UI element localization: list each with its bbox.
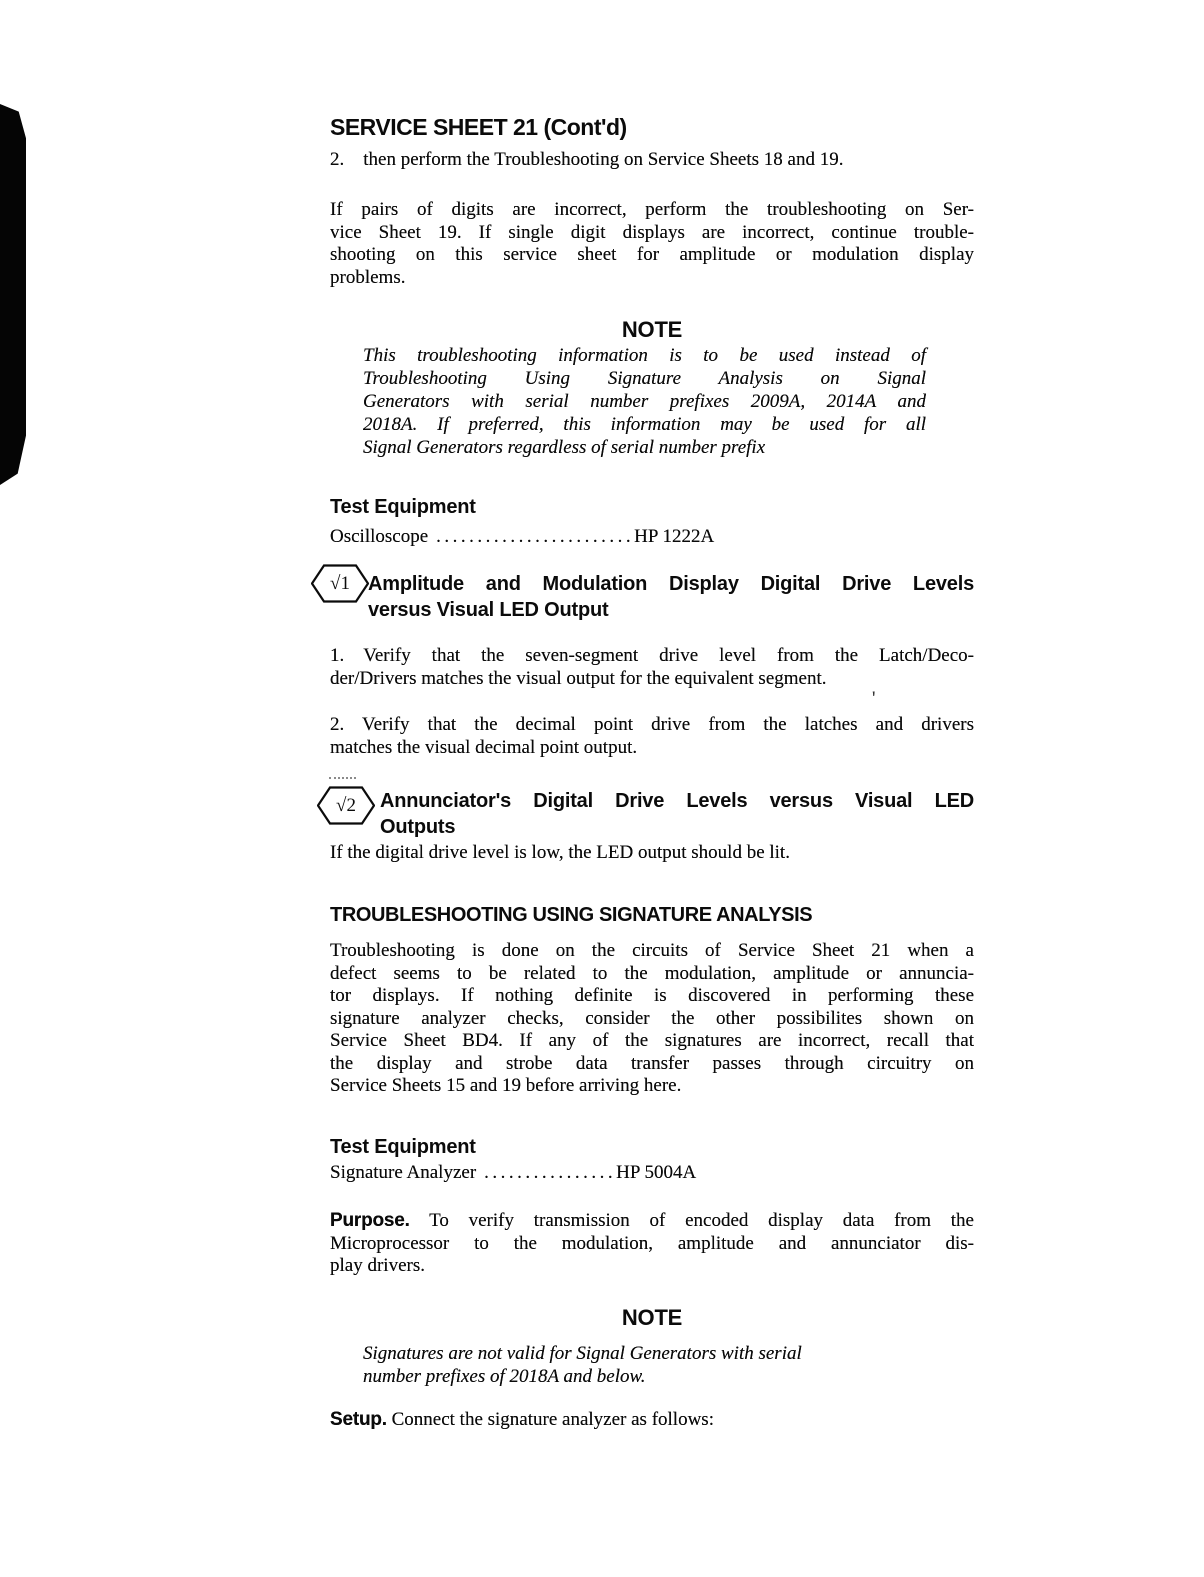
note1-text-line: Signal Generators regardless of serial number prefix — [363, 437, 766, 458]
scan-artifact-bar — [0, 104, 26, 485]
signature-analysis-paragraph-line: signature analyzer checks, consider the other possibilites shown on — [330, 1007, 974, 1029]
check2-symbol: √2 — [336, 794, 356, 816]
step2-paragraph-line: 2. Verify that the decimal point drive from the latches and drivers — [330, 714, 974, 735]
step1-paragraph-line: der/Drivers matches the visual output for the equivalent segment. — [330, 667, 827, 689]
intro-paragraph-line: If pairs of digits are incorrect, perform the troubleshooting on Ser- — [330, 199, 974, 220]
check1-heading-line: versus Visual LED Output — [368, 598, 609, 621]
test-equipment-1-heading: Test Equipment — [330, 496, 476, 518]
note1-text-line: Generators with serial number prefixes 2009A, 2014A and — [363, 391, 926, 412]
signature-analysis-paragraph-line: the display and strobe data transfer passes through circuitry on — [330, 1052, 974, 1074]
purpose-paragraph — [330, 1210, 974, 1278]
check1-heading — [368, 572, 974, 623]
signature-analysis-paragraph-line: Troubleshooting is done on the circuits of Service Sheet 21 when a — [330, 940, 974, 961]
intro-paragraph-line: vice Sheet 19. If single digit displays are incorrect, continue trouble- — [330, 221, 974, 243]
step1-paragraph-line: 1. Verify that the seven-segment drive level from the Latch/Deco- — [330, 645, 974, 666]
note2-text — [363, 1342, 926, 1388]
purpose-label: Purpose. — [330, 1210, 410, 1231]
intro-paragraph-line: problems. — [330, 266, 406, 288]
dot-leader: ................ — [484, 1162, 617, 1183]
equipment-value: HP 1222A — [634, 526, 715, 547]
setup-label: Setup. — [330, 1409, 387, 1430]
step2-paragraph-line: matches the visual decimal point output. — [330, 736, 638, 758]
test-equipment-2-row — [330, 1162, 974, 1185]
check2-heading — [380, 789, 974, 840]
step1-paragraph — [330, 645, 974, 690]
check2-heading-line: Outputs — [380, 815, 456, 838]
page-title: SERVICE SHEET 21 (Cont'd) — [330, 114, 627, 140]
note1-label: NOTE — [621, 317, 683, 342]
check1-heading-line: Amplitude and Modulation Display Digital Drive Levels — [368, 573, 974, 595]
note2-text-line: number prefixes of 2018A and below. — [363, 1366, 646, 1387]
note2-text-line: Signatures are not valid for Signal Generators with serial — [363, 1343, 802, 1364]
intro-paragraph — [330, 199, 974, 289]
dot-leader: ........................ — [436, 526, 635, 547]
equipment-label: Signature Analyzer — [330, 1162, 477, 1183]
signature-analysis-paragraph-line: tor displays. If nothing definite is discovered in performing these — [330, 985, 974, 1006]
note1-text — [363, 344, 926, 459]
purpose-line — [330, 1210, 974, 1233]
note1-text-line: 2018A. If preferred, this information may be used for all — [363, 414, 926, 435]
setup-line — [330, 1409, 974, 1432]
test-equipment-1-row — [330, 526, 974, 549]
check1-flag — [311, 564, 369, 603]
check2-heading-line: Annunciator's Digital Drive Levels versus Visual LED — [380, 790, 974, 812]
setup-text: Connect the signature analyzer as follows: — [391, 1409, 714, 1430]
intro-item: 2. then perform the Troubleshooting on Service Sheets 18 and 19. — [330, 149, 844, 170]
note1-text-line: This troubleshooting information is to be used instead of — [363, 345, 926, 366]
test-equipment-2-heading: Test Equipment — [330, 1136, 476, 1158]
scan-artifact-smudge — [329, 777, 356, 779]
check2-flag — [317, 786, 375, 825]
signature-analysis-heading: TROUBLESHOOTING USING SIGNATURE ANALYSIS — [330, 904, 813, 926]
signature-analysis-paragraph — [330, 940, 974, 1098]
scan-artifact-tick: ' — [872, 688, 876, 709]
equipment-label: Oscilloscope — [330, 526, 429, 547]
check1-symbol: √1 — [330, 572, 350, 594]
note1-text-line: Troubleshooting Using Signature Analysis on Signal — [363, 368, 926, 389]
signature-analysis-paragraph-line: defect seems to be related to the modulation, amplitude or annuncia- — [330, 962, 974, 984]
purpose-line: Microprocessor to the modulation, amplitude and annunciator dis- — [330, 1232, 974, 1254]
intro-paragraph-line: shooting on this service sheet for amplitude or modulation display — [330, 244, 974, 265]
purpose-line: play drivers. — [330, 1255, 425, 1276]
signature-analysis-paragraph-line: Service Sheet BD4. If any of the signatures are incorrect, recall that — [330, 1030, 974, 1051]
signature-analysis-paragraph-line: Service Sheets 15 and 19 before arriving here. — [330, 1075, 682, 1096]
purpose-text: To verify transmission of encoded display data from the — [429, 1210, 974, 1231]
step2-paragraph — [330, 714, 974, 759]
check2-note: If the digital drive level is low, the LED output should be lit. — [330, 842, 790, 863]
note2-label: NOTE — [621, 1305, 683, 1330]
equipment-value: HP 5004A — [616, 1162, 697, 1183]
